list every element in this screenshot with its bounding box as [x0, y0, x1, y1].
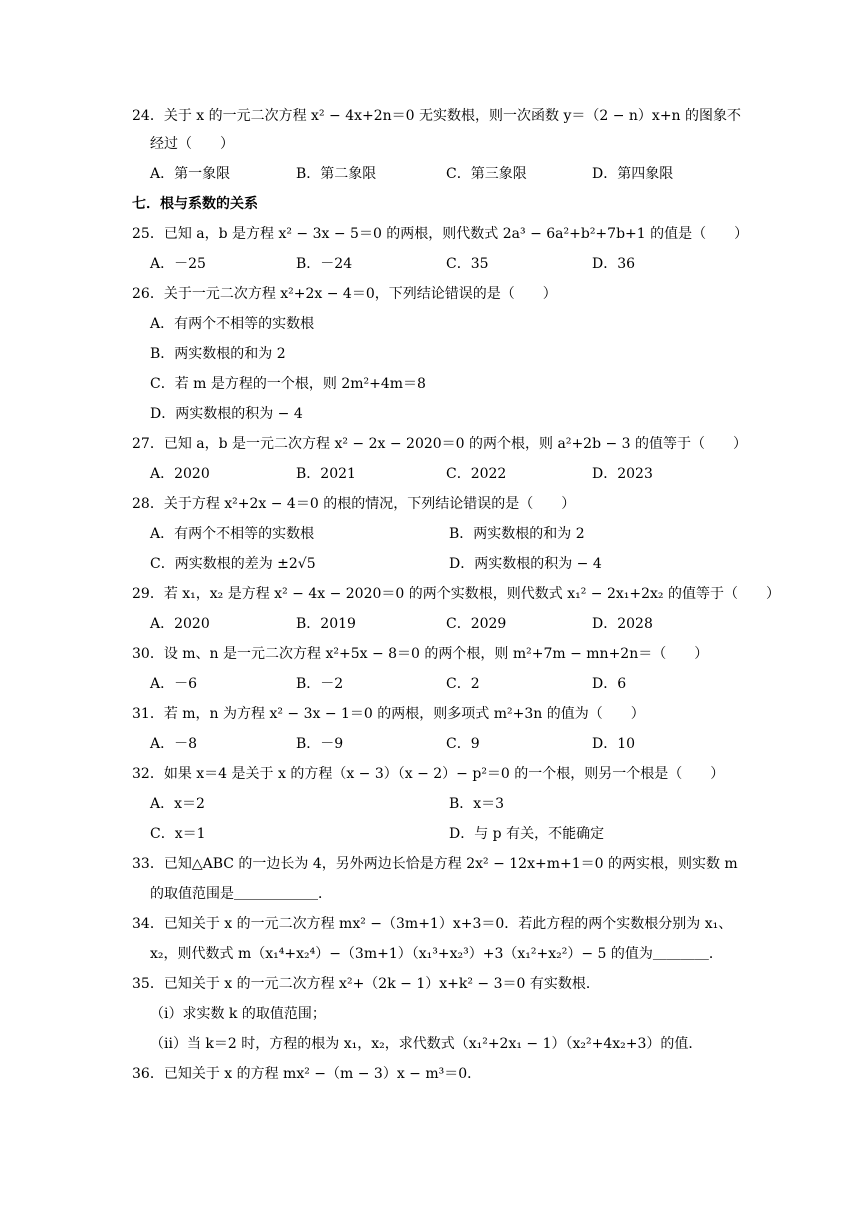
option-b: B．－24	[296, 256, 353, 272]
question-35-part-ii: （ⅱ）当 k＝2 时，方程的根为 x₁，x₂，求代数式（x₁²+2x₁ − 1）（x₂²+4x₂+3）的值．	[150, 1036, 703, 1052]
question-24-options	[150, 164, 750, 184]
option-b: B．x＝3	[449, 796, 505, 812]
option-d: D．6	[592, 676, 627, 692]
question-29-options	[150, 614, 750, 634]
option-d: D．2028	[592, 616, 653, 632]
option-b: B．两实数根的和为 2	[449, 526, 585, 542]
option-d: D．36	[592, 256, 636, 272]
option-c: C．9	[446, 736, 480, 752]
option-a: A．有两个不相等的实数根	[150, 526, 315, 542]
option-c: C．x＝1	[150, 826, 206, 842]
question-33-cont: 的取值范围是＿＿＿＿＿＿．	[150, 886, 332, 902]
option-b: B．2019	[296, 616, 356, 632]
question-32-text: 32．如果 x＝4 是关于 x 的方程（x − 3）（x − 2）− p²＝0 的一个根，则另一个根是（ ）	[132, 766, 725, 782]
option-d: D．两实数根的积为 − 4	[150, 406, 303, 422]
option-b: B．－9	[296, 736, 344, 752]
question-35-text: 35．已知关于 x 的一元二次方程 x²+（2k − 1）x+k² − 3＝0 有实数根．	[132, 976, 600, 992]
option-c: C．2029	[446, 616, 507, 632]
question-35-part-i: （ⅰ）求实数 k 的取值范围；	[150, 1006, 326, 1022]
section-heading: 七．根与系数的关系	[132, 196, 258, 212]
option-b: B．2021	[296, 466, 356, 482]
option-a: A．－25	[150, 256, 206, 272]
option-c: C．若 m 是方程的一个根，则 2m²+4m＝8	[150, 376, 426, 392]
option-a: A．x＝2	[150, 796, 205, 812]
option-a: A．－8	[150, 736, 198, 752]
option-a: A．－6	[150, 676, 198, 692]
option-b: B．－2	[296, 676, 344, 692]
question-25-text: 25．已知 a，b 是方程 x² − 3x − 5＝0 的两根，则代数式 2a³ − 6a²+b²+7b+1 的值是（ ）	[132, 226, 749, 242]
question-29-text: 29．若 x₁，x₂ 是方程 x² − 4x − 2020＝0 的两个实数根，则代数式 x₁² − 2x₁+2x₂ 的值等于（ ）	[132, 586, 780, 602]
option-d: D．两实数根的积为 − 4	[449, 556, 602, 572]
question-31-text: 31．若 m，n 为方程 x² − 3x − 1＝0 的两根，则多项式 m²+3n 的值为（ ）	[132, 706, 645, 722]
question-25-options	[150, 254, 750, 274]
option-d: D．第四象限	[592, 166, 674, 182]
question-34-cont: x₂，则代数式 m（x₁⁴+x₂⁴）−（3m+1）（x₁³+x₂³）+3（x₁²+x₂²）− 5 的值为＿＿＿＿．	[150, 946, 723, 962]
option-a: A．第一象限	[150, 166, 231, 182]
option-c: C．2	[446, 676, 480, 692]
option-c: C．2022	[446, 466, 507, 482]
question-27-options	[150, 464, 750, 484]
option-a: A．2020	[150, 466, 210, 482]
question-36-text: 36．已知关于 x 的方程 mx² −（m − 3）x − m³＝0．	[132, 1066, 482, 1082]
option-c: C．两实数根的差为 ±2√5	[150, 556, 316, 572]
question-24-text: 24．关于 x 的一元二次方程 x² − 4x+2n＝0 无实数根，则一次函数 y＝（2 − n）x+n 的图象不	[132, 108, 742, 124]
question-26-text: 26．关于一元二次方程 x²+2x − 4＝0，下列结论错误的是（ ）	[132, 286, 557, 302]
option-c: C．第三象限	[446, 166, 527, 182]
question-33-text: 33．已知△ABC 的一边长为 4，另外两边长恰是方程 2x² − 12x+m+1＝0 的两实根，则实数 m	[132, 856, 738, 872]
option-a: A．有两个不相等的实数根	[150, 316, 315, 332]
option-b: B．第二象限	[296, 166, 377, 182]
option-d: D．2023	[592, 466, 653, 482]
question-30-options	[150, 674, 750, 694]
question-28-text: 28．关于方程 x²+2x − 4＝0 的根的情况，下列结论错误的是（ ）	[132, 496, 576, 512]
option-d: D．与 p 有关，不能确定	[449, 826, 605, 842]
option-b: B．两实数根的和为 2	[150, 346, 286, 362]
question-30-text: 30．设 m、n 是一元二次方程 x²+5x − 8＝0 的两个根，则 m²+7m − mn+2n＝（ ）	[132, 646, 709, 662]
option-d: D．10	[592, 736, 636, 752]
question-31-options	[150, 734, 750, 754]
question-34-text: 34．已知关于 x 的一元二次方程 mx² −（3m+1）x+3＝0．若此方程的两个实数根分别为 x₁、	[132, 916, 733, 932]
question-24-cont: 经过（ ）	[150, 136, 234, 152]
option-c: C．35	[446, 256, 489, 272]
option-a: A．2020	[150, 616, 210, 632]
question-27-text: 27．已知 a，b 是一元二次方程 x² − 2x − 2020＝0 的两个根，则 a²+2b − 3 的值等于（ ）	[132, 436, 748, 452]
